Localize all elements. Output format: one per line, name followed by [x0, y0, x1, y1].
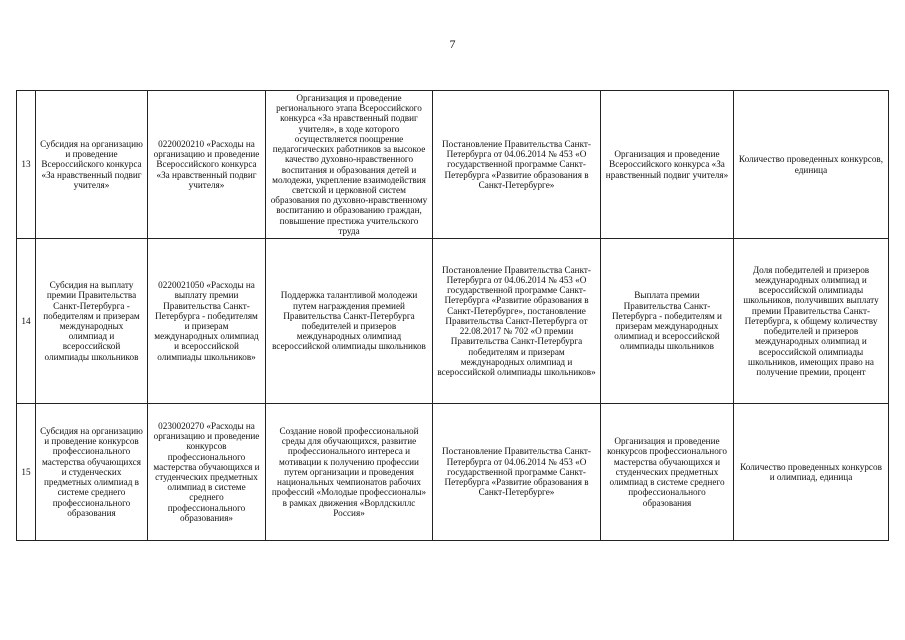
table-row — [17, 404, 889, 541]
subsidy-name-cell: Субсидия на организацию и проведение конкурсов профессионального мастерства обучающихся и студенческих предметных олимпиад в системе среднего профессионального образования — [36, 404, 148, 541]
row-number: 13 — [17, 91, 36, 239]
expense-code-cell: 0220020210 «Расходы на организацию и проведение Всероссийского конкурса «За нравственный подвиг учителя» — [148, 91, 266, 239]
result-cell: Организация и проведение Всероссийского конкурса «За нравственный подвиг учителя» — [601, 91, 734, 239]
result-cell: Выплата премии Правительства Санкт-Петербурга - победителям и призерам международных олимпиад и всероссийской олимпиады школьников — [601, 239, 734, 404]
legal-basis-cell: Постановление Правительства Санкт-Петербурга от 04.06.2014 № 453 «О государственной программе Санкт-Петербурга «Развитие образования в Санкт-Петербурге» — [433, 91, 601, 239]
indicator-cell: Количество проведенных конкурсов и олимпиад, единица — [734, 404, 889, 541]
table-row — [17, 239, 889, 404]
purpose-cell: Создание новой профессиональной среды для обучающихся, развитие профессионального интереса и мотивации к получению профессии путем организации и проведения национальных чемпионатов рабочих профессий «Молодые профессионалы» в рамках движения «Ворлдскиллс Россия» — [266, 404, 433, 541]
indicator-cell: Количество проведенных конкурсов, единица — [734, 91, 889, 239]
purpose-cell: Поддержка талантливой молодежи путем награждения премией Правительства Санкт-Петербурга победителей и призеров международных олимпиад всероссийской олимпиады школьников — [266, 239, 433, 404]
row-number: 14 — [17, 239, 36, 404]
expense-code-cell: 0220021050 «Расходы на выплату премии Правительства Санкт-Петербурга - победителям и призерам международных олимпиад и всероссийской олимпиады школьников» — [148, 239, 266, 404]
expense-code-cell: 0230020270 «Расходы на организацию и проведение конкурсов профессионального мастерства обучающихся и студенческих предметных олимпиад в системе среднего профессионального образования» — [148, 404, 266, 541]
subsidy-name-cell: Субсидия на выплату премии Правительства Санкт-Петербурга - победителям и призерам международных олимпиад и всероссийской олимпиады школьников — [36, 239, 148, 404]
subsidy-table — [16, 90, 889, 541]
row-number: 15 — [17, 404, 36, 541]
result-cell: Организация и проведение конкурсов профессионального мастерства обучающихся и студенческих предметных олимпиад в системе среднего профессионального образования — [601, 404, 734, 541]
subsidy-name-cell: Субсидия на организацию и проведение Всероссийского конкурса «За нравственный подвиг учителя» — [36, 91, 148, 239]
indicator-cell: Доля победителей и призеров международных олимпиад и всероссийской олимпиады школьников, получивших выплату премии Правительства Санкт-Петербурга, к общему количеству победителей и призеров международных олимпиад и всероссийской олимпиады школьников, имеющих право на получение премии, процент — [734, 239, 889, 404]
purpose-cell: Организация и проведение регионального этапа Всероссийского конкурса «За нравственный подвиг учителя», в ходе которого осуществляется поощрение педагогических работников за высокое качество духовно-нравственного воспитания и образования детей и молодежи, укрепление взаимодействия светской и церковной систем образования по духовно-нравственному воспитанию и образованию граждан, повышение престижа учительского труда — [266, 91, 433, 239]
legal-basis-cell: Постановление Правительства Санкт-Петербурга от 04.06.2014 № 453 «О государственной программе Санкт-Петербурга «Развитие образования в Санкт-Петербурге» — [433, 404, 601, 541]
legal-basis-cell: Постановление Правительства Санкт-Петербурга от 04.06.2014 № 453 «О государственной программе Санкт-Петербурга «Развитие образования в Санкт-Петербурге», постановление Правительства Санкт-Петербурга от 22.08.2017 № 702 «О премии Правительства Санкт-Петербурга победителям и призерам международных олимпиад и всероссийской олимпиады школьников» — [433, 239, 601, 404]
table-row — [17, 91, 889, 239]
page-number: 7 — [449, 37, 456, 51]
